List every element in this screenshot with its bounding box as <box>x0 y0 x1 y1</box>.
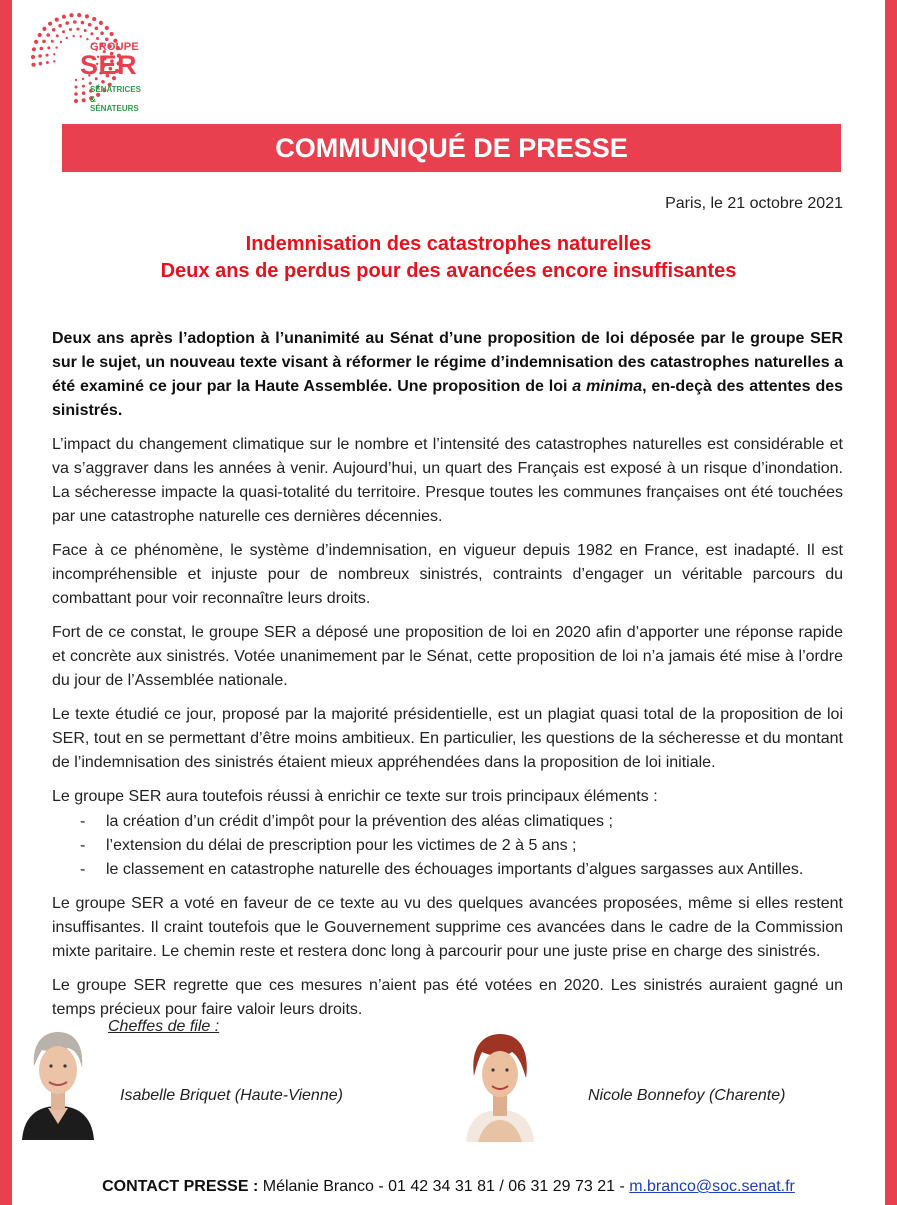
logo-dot <box>99 21 103 25</box>
paragraph-enrichment-intro: Le groupe SER aura toutefois réussi à enrichir ce texte sur trois principaux éléments : <box>52 788 658 805</box>
logo-dot <box>31 63 35 67</box>
logo-dot <box>60 41 62 43</box>
list-item-text: la création d’un crédit d’impôt pour la prévention des aléas climatiques ; <box>106 813 613 830</box>
logo-dot <box>46 33 50 37</box>
paragraph-proposal: Fort de ce constat, le groupe SER a déposé une proposition de loi en 2020 afin d’apporter une réponse rapide et concrète aux sinistrés. Votée unanimement par le Sénat, cette proposition de loi n’a jamais été mise à l’ordre du jour de l’Assemblée nationale. <box>52 624 843 689</box>
logo-dot <box>66 37 68 39</box>
logo-dot <box>76 28 79 31</box>
logo-dot <box>62 30 65 33</box>
logo-dot <box>73 20 77 24</box>
paragraph-vote: Le groupe SER a voté en faveur de ce texte au vu des quelques avancées proposées, même si elles restent insuffisantes. Il craint toutefois que le Gouvernement supprime ces avancées dans le cadre de la Commission mixte paritaire. Le chemin reste et restera donc long à parcourir pour une juste prise en charge des sinistrés. <box>52 895 843 960</box>
logo-dot <box>31 55 35 59</box>
left-red-border <box>0 0 12 1205</box>
right-red-border <box>885 0 897 1205</box>
logo-dot <box>81 21 85 25</box>
logo-ser-text: SER <box>80 50 138 80</box>
logo-dot <box>92 17 96 21</box>
logo-dot <box>80 35 82 37</box>
logo-dot <box>85 14 89 18</box>
logo-dot <box>38 54 42 58</box>
logo-dot <box>53 60 55 62</box>
logo-dot <box>110 32 114 36</box>
logo-dot <box>75 86 78 89</box>
lead-italic: a minima <box>572 378 643 395</box>
portrait-photo-nicole-bonnefoy <box>462 1024 538 1142</box>
logo-dot <box>96 37 99 40</box>
enrichment-list <box>52 810 843 882</box>
lead-text-part1: Deux ans après l’adoption à l’unanimité au Sénat d’une proposition de loi déposée par le groupe SER sur le sujet, un nouveau texte visant à réformer le régime d’indemnisation des catastrophes naturelles a été examiné ce jour par la Haute Assemblée. Une proposition de loi <box>52 330 843 395</box>
logo-dot <box>82 98 86 102</box>
press-contact <box>0 1178 897 1196</box>
list-item <box>52 810 843 834</box>
logo-dot <box>69 13 73 17</box>
logo-dot <box>62 15 66 19</box>
logo-dot <box>58 24 62 28</box>
logo-dot <box>100 31 104 35</box>
logo-dot <box>75 79 77 81</box>
logo-dot <box>55 18 59 22</box>
logo-dot <box>86 38 88 40</box>
paragraph-text-studied: Le texte étudié ce jour, proposé par la majorité présidentielle, est un plagiat quasi total de la proposition de loi SER, tout en se permettant d’être moins ambitieux. En particulier, les questions de la sécheresse et du montant de l’indemnisation des sinistrés étaient mieux appréhendées dans la proposition de loi initiale. <box>52 706 843 771</box>
logo-dot <box>51 40 54 43</box>
logo-dot <box>42 40 46 44</box>
cheffes-de-file-label: Cheffes de file : <box>108 1018 220 1035</box>
logo-dot <box>52 28 56 32</box>
logo-dot <box>65 21 69 25</box>
lead-text-part2: , en-deçà des attentes des sinistrés. <box>52 378 844 419</box>
headline-line2: Deux ans de perdus pour des avancées encore insuffisantes <box>160 260 737 282</box>
contact-email-link[interactable]: m.branco@soc.senat.fr <box>629 1178 795 1195</box>
list-dash: - <box>80 837 86 854</box>
list-item-text: le classement en catastrophe naturelle des échouages importants d’algues sargasses aux Antilles. <box>106 861 804 878</box>
list-item <box>52 858 843 882</box>
logo-dot <box>55 46 57 48</box>
logo-dot <box>69 28 72 31</box>
logo-dot <box>82 91 86 95</box>
logo-dot <box>42 27 46 31</box>
logo-dot <box>95 27 99 31</box>
portrait-photo-isabelle-briquet <box>18 1022 98 1140</box>
contact-label: CONTACT PRESSE : <box>102 1178 259 1195</box>
logo-dot <box>74 99 78 103</box>
logo-dot <box>32 47 36 51</box>
logo-dot <box>73 35 75 37</box>
logo-dot <box>84 29 87 32</box>
logo-dot <box>53 53 55 55</box>
logo-dot <box>88 23 92 27</box>
logo-dot <box>38 33 42 37</box>
logo-dot <box>82 85 85 88</box>
logo-dot <box>47 46 50 49</box>
list-dash: - <box>80 813 86 830</box>
logo-dot <box>74 92 78 96</box>
document-body <box>52 327 843 1032</box>
headline-line1: Indemnisation des catastrophes naturelles <box>245 233 652 255</box>
logo-dot <box>77 13 81 17</box>
logo-dot <box>39 62 43 66</box>
logo-subtitle-line2: & SÉNATEURS <box>90 95 139 113</box>
paragraph-impact: L’impact du changement climatique sur le nombre et l’intensité des catastrophes naturelles est considérable et va s’aggraver dans les années à venir. Aujourd’hui, un quart des Français est exposé à un risque d’inondation. La sécheresse impacte la quasi-totalité du territoire. Presque toutes les communes françaises ont été touchées par une catastrophe naturelle ces dernières décennies. <box>52 436 843 525</box>
paragraph-regret: Le groupe SER regrette que ces mesures n’aient pas été votées en 2020. Les sinistrés auraient gagné un temps précieux pour faire valoir leurs droits. <box>52 977 843 1018</box>
list-item <box>52 834 843 858</box>
press-release-banner: COMMUNIQUÉ DE PRESSE <box>62 124 841 172</box>
logo-dot <box>40 47 44 51</box>
ser-logo <box>28 8 141 113</box>
logo-dot <box>90 32 93 35</box>
list-dash: - <box>80 861 86 878</box>
logo-dot <box>56 34 59 37</box>
logo-subtitle-line1: SÉNATRICES <box>90 85 141 94</box>
document-date: Paris, le 21 octobre 2021 <box>665 195 843 212</box>
list-item-text: l’extension du délai de prescription pour les victimes de 2 à 5 ans ; <box>106 837 577 854</box>
contact-details: Mélanie Branco - 01 42 34 31 81 / 06 31 29 73 21 - <box>262 1178 625 1195</box>
logo-dot <box>34 40 38 44</box>
paragraph-system: Face à ce phénomène, le système d’indemnisation, en vigueur depuis 1982 en France, est inadapté. Il est incompréhensible et injuste pour de nombreux sinistrés, contraints d’engager un véritable parcours du combattant pour voir reconnaître leurs droits. <box>52 542 843 607</box>
logo-dot <box>105 26 109 30</box>
person-name-nicole-bonnefoy: Nicole Bonnefoy (Charente) <box>588 1087 786 1104</box>
logo-dot <box>48 22 52 26</box>
logo-dot <box>46 54 49 57</box>
lead-paragraph <box>52 327 843 423</box>
logo-groupe-text: GROUPE <box>90 41 139 53</box>
person-name-isabelle-briquet: Isabelle Briquet (Haute-Vienne) <box>120 1087 343 1104</box>
logo-dot <box>46 61 49 64</box>
